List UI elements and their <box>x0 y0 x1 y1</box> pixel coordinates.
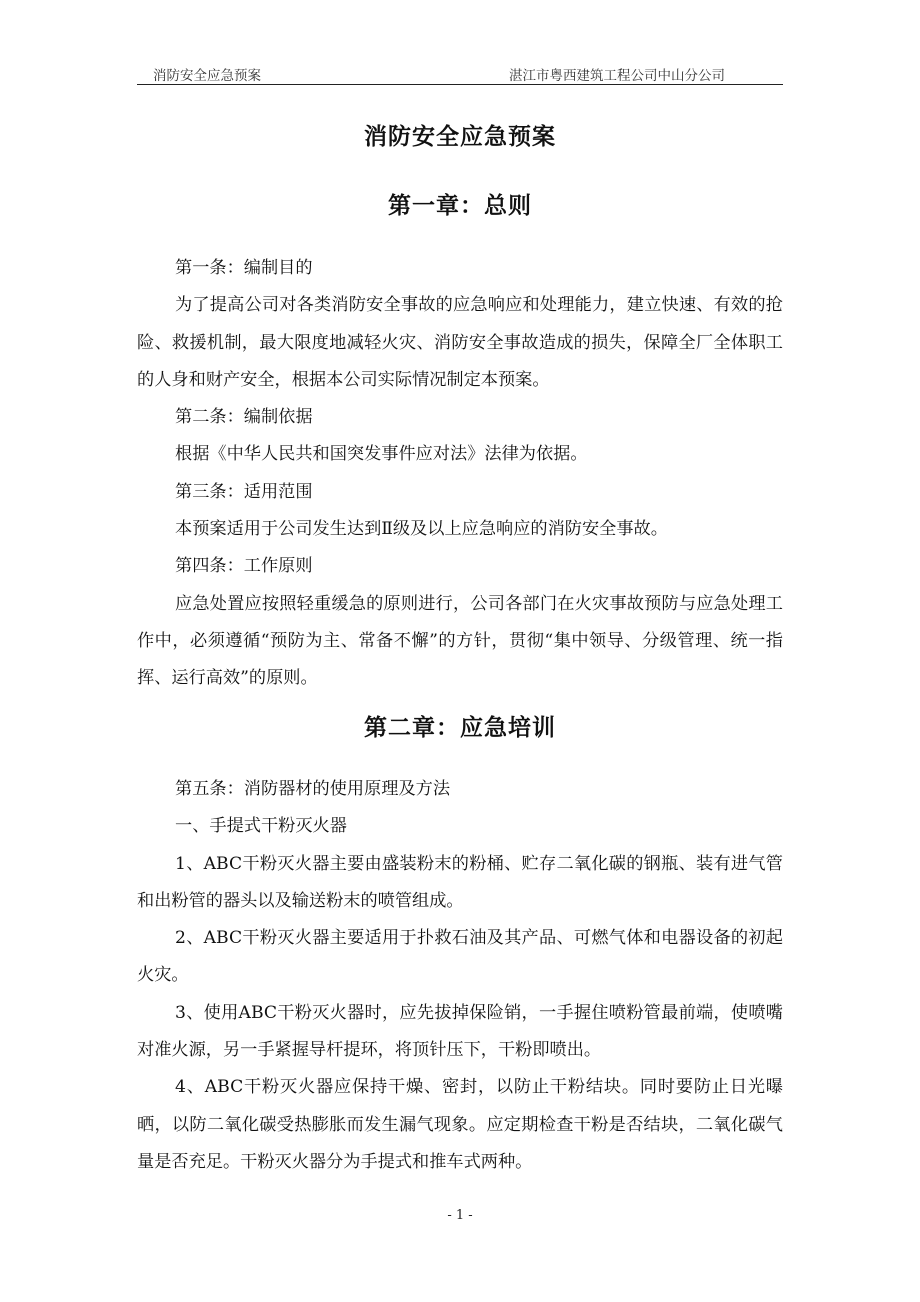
list-item-4: 4、ABC干粉灭火器应保持干燥、密封，以防止干粉结块。同时要防止日光曝晒，以防二氧化碳受热膨胀而发生漏气现象。应定期检查干粉是否结块，二氧化碳气量是否充足。干粉灭火器分为手提式和推车式两种。 <box>137 1077 783 1172</box>
article-2-heading: 第二条：编制依据 <box>175 407 313 428</box>
chapter-1-title: 第一章：总则 <box>388 192 532 219</box>
chapter-2-title: 第二章：应急培训 <box>364 714 556 741</box>
document-title: 消防安全应急预案 <box>364 123 556 150</box>
article-5-heading: 第五条：消防器材的使用原理及方法 <box>175 779 451 799</box>
list-item-2: 2、ABC干粉灭火器主要适用于扑救石油及其产品、可燃气体和电器设备的初起火灾。 <box>137 928 783 986</box>
header-company-name: 湛江市粤西建筑工程公司中山分公司 <box>509 68 725 84</box>
article-1-heading: 第一条：编制目的 <box>175 258 313 278</box>
header-document-title: 消防安全应急预案 <box>153 68 261 84</box>
page-header <box>137 60 783 85</box>
article-1-paragraph: 为了提高公司对各类消防安全事故的应急响应和处理能力，建立快速、有效的抢险、救援机制，最大限度地减轻火灾、消防安全事故造成的损失，保障全厂全体职工的人身和财产安全，根据本公司实际情况制定本预案。 <box>137 295 783 390</box>
chapter-1-body <box>137 250 783 698</box>
article-4-heading: 第四条：工作原则 <box>175 556 313 577</box>
list-item-3: 3、使用ABC干粉灭火器时，应先拔掉保险销，一手握住喷粉管最前端，使喷嘴对准火源，另一手紧握导杆提环，将顶针压下，干粉即喷出。 <box>137 1002 783 1061</box>
article-3-heading: 第三条：适用范围 <box>175 481 313 502</box>
section-heading-extinguisher: 一、手提式干粉灭火器 <box>175 816 347 837</box>
article-2-paragraph: 根据《中华人民共和国突发事件应对法》法律为依据。 <box>175 444 588 465</box>
chapter-2-body <box>137 771 783 1181</box>
article-3-paragraph: 本预案适用于公司发生达到Ⅱ级及以上应急响应的消防安全事故。 <box>175 519 668 540</box>
list-item-1: 1、ABC干粉灭火器主要由盛装粉末的粉桶、贮存二氧化碳的钢瓶、装有进气管和出粉管的器头以及输送粉末的喷管组成。 <box>137 853 783 911</box>
page-number: - 1 - <box>447 1208 473 1223</box>
article-4-paragraph: 应急处置应按照轻重缓急的原则进行，公司各部门在火灾事故预防与应急处理工作中，必须遵循“预防为主、常备不懈”的方针，贯彻“集中领导、分级管理、统一指挥、运行高效”的原则。 <box>137 593 783 689</box>
